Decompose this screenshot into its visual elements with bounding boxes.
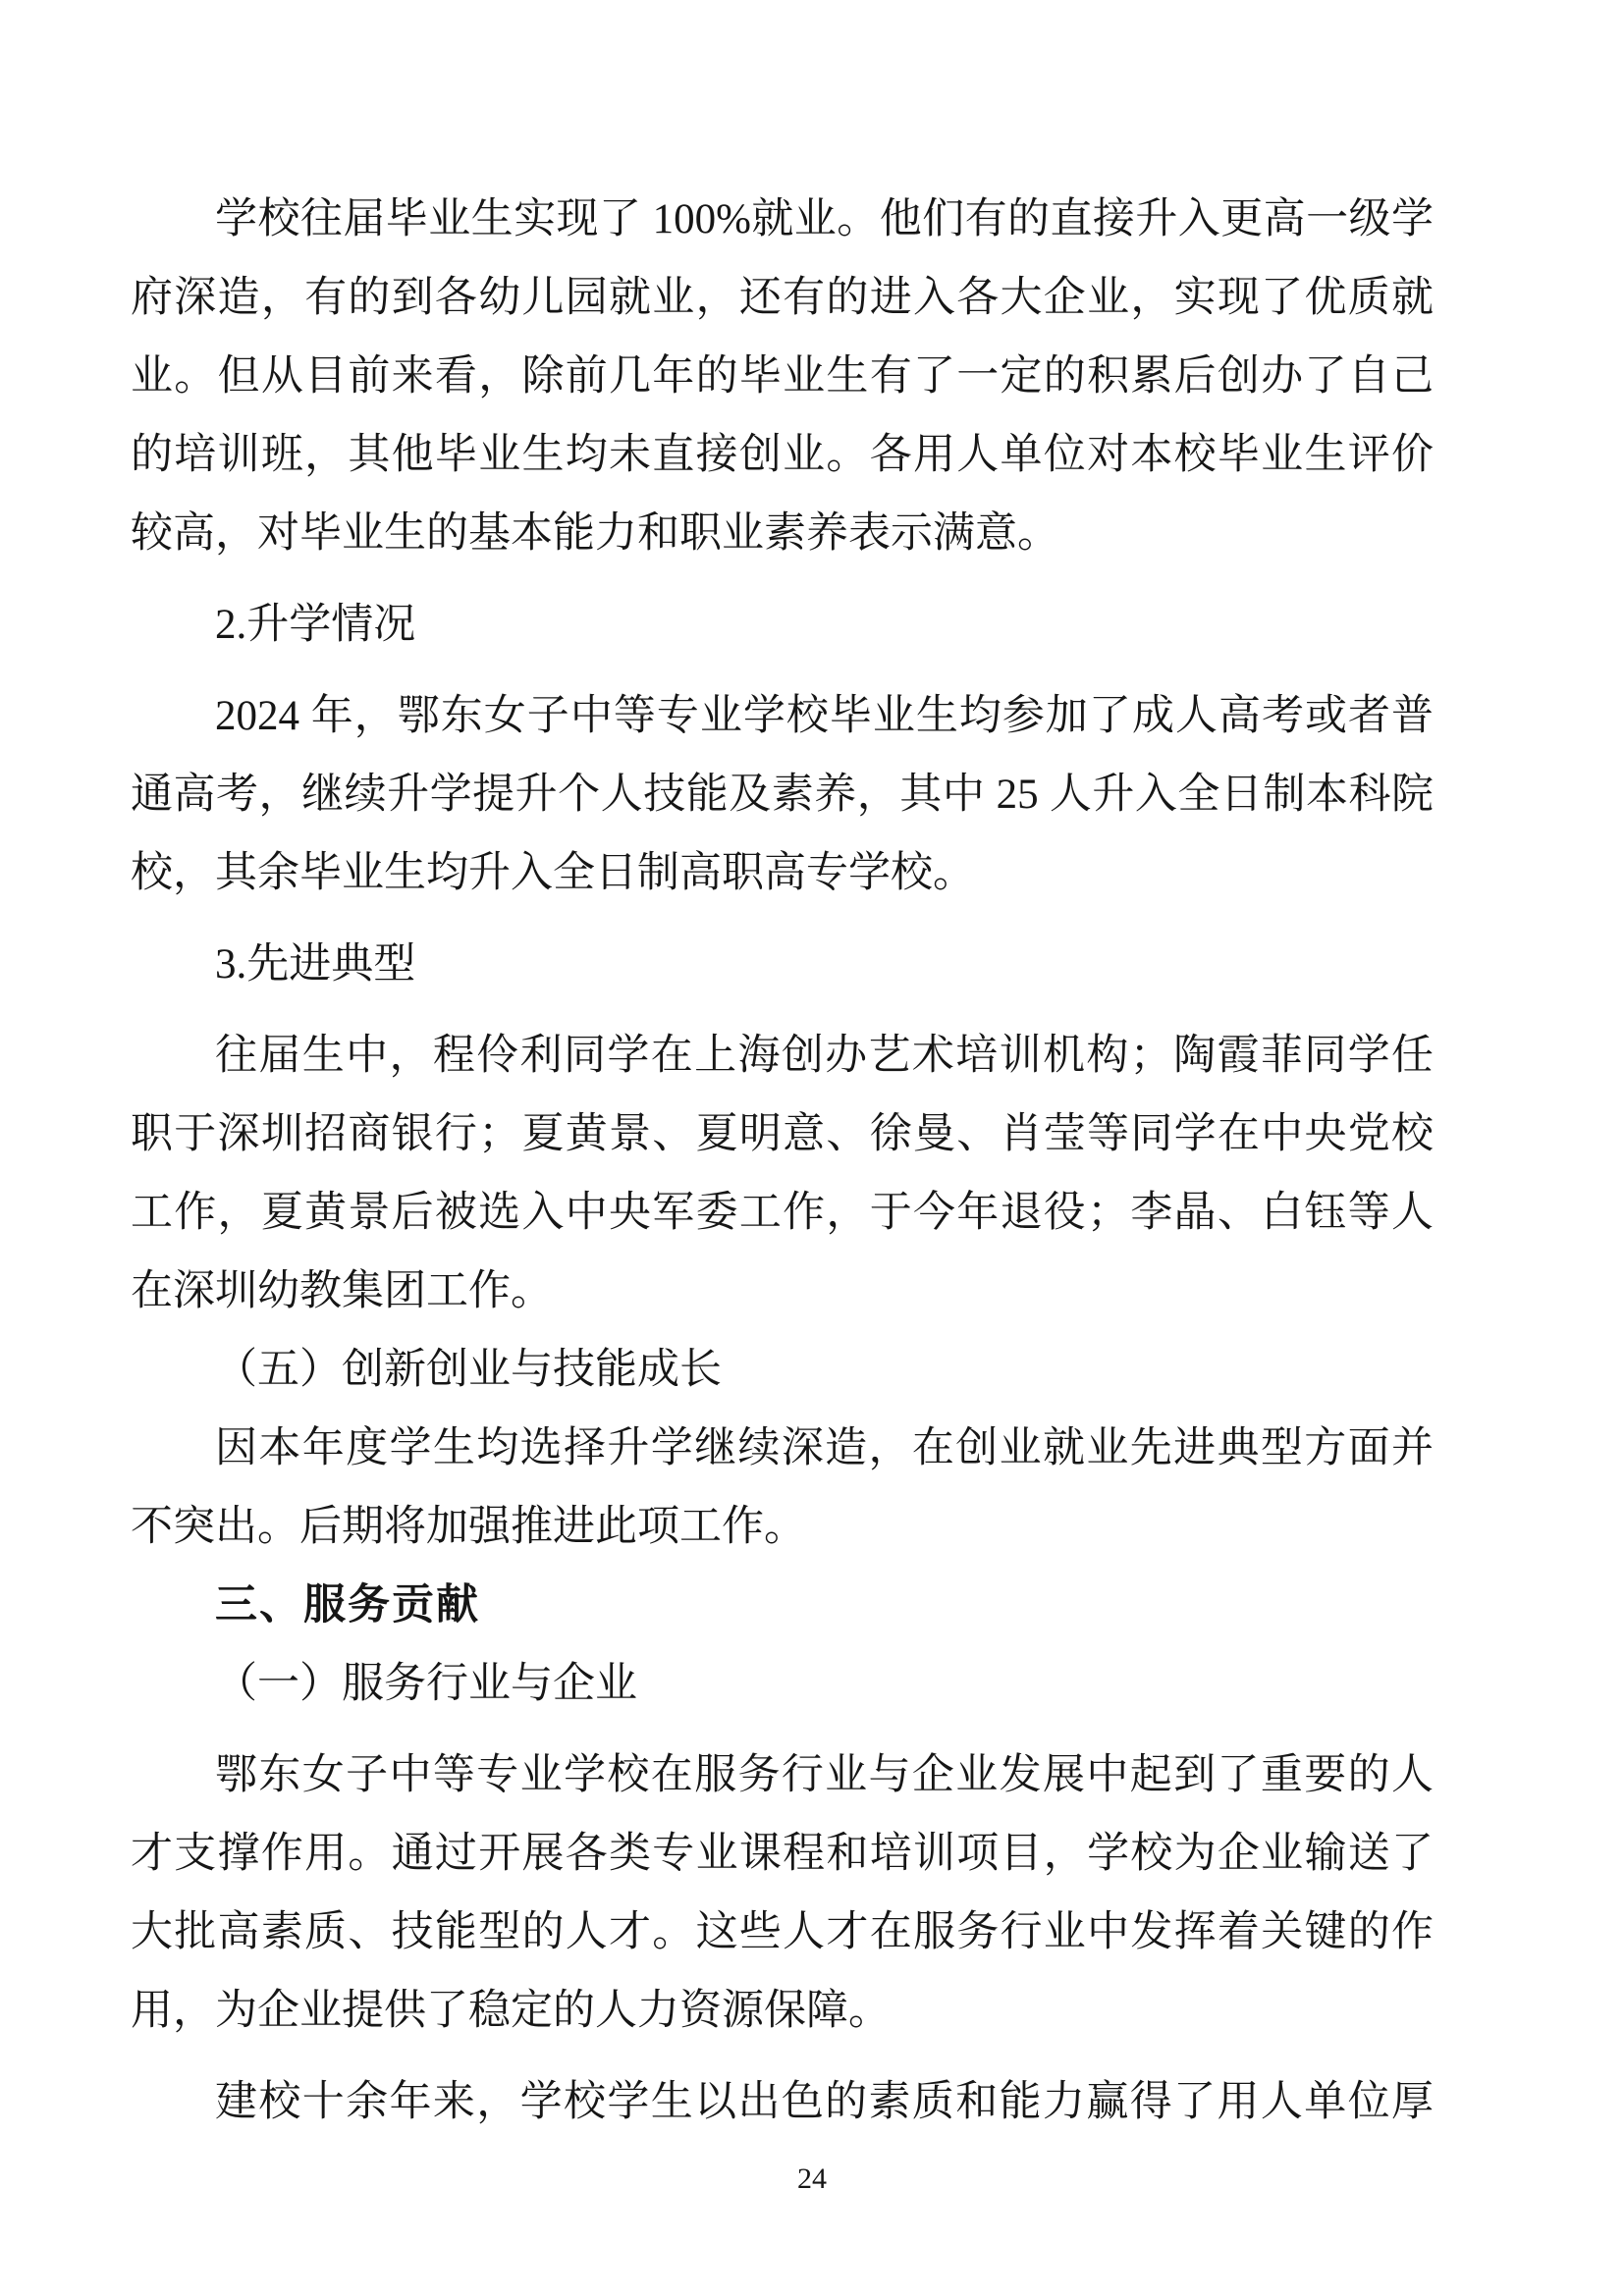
heading-further-study: 2.升学情况 — [215, 602, 416, 648]
paragraph-role-models — [131, 1017, 1434, 1331]
text-line: 职于深圳招商银行；夏黄景、夏明意、徐曼、肖莹等同学在中央党校 — [131, 1111, 1434, 1157]
text-line: 鄂东女子中等专业学校在服务行业与企业发展中起到了重要的人 — [215, 1752, 1434, 1798]
text-line: 府深造，有的到各幼儿园就业，还有的进入各大企业，实现了优质就 — [131, 275, 1434, 321]
text-line: 较高，对毕业生的基本能力和职业素养表示满意。 — [131, 510, 1059, 557]
text-line: 才支撑作用。通过开展各类专业课程和培训项目，学校为企业输送了 — [131, 1831, 1434, 1877]
text-line: 在深圳幼教集团工作。 — [131, 1268, 553, 1314]
page-body — [131, 181, 1434, 2142]
paragraph-service-industry — [131, 1736, 1434, 2051]
paragraph-further-study — [131, 677, 1434, 913]
heading-service-industry: （一）服务行业与企业 — [215, 1661, 637, 1707]
text-line: 业。但从目前来看，除前几年的毕业生有了一定的积累后创办了自己 — [131, 353, 1434, 400]
text-line: 因本年度学生均选择升学继续深造，在创业就业先进典型方面并 — [215, 1425, 1434, 1471]
page-number: 24 — [797, 2163, 827, 2195]
paragraph-employment — [131, 181, 1434, 573]
heading-role-models: 3.先进典型 — [215, 941, 416, 988]
text-line: 2024 年，鄂东女子中等专业学校毕业生均参加了成人高考或者普 — [215, 693, 1434, 739]
text-line: 建校十余年来，学校学生以出色的素质和能力赢得了用人单位厚 — [215, 2079, 1434, 2125]
heading-service-contribution: 三、服务贡献 — [215, 1582, 480, 1629]
paragraph-innovation — [131, 1410, 1434, 1567]
text-line: 不突出。后期将加强推进此项工作。 — [131, 1504, 806, 1550]
text-line: 校，其余毕业生均升入全日制高职高专学校。 — [131, 850, 975, 896]
text-line: 工作，夏黄景后被选入中央军委工作，于今年退役；李晶、白钰等人 — [131, 1190, 1434, 1236]
text-line: 通高考，继续升学提升个人技能及素养，其中 25 人升入全日制本科院 — [131, 772, 1434, 818]
heading-innovation: （五）创新创业与技能成长 — [215, 1347, 722, 1393]
text-line: 大批高素质、技能型的人才。这些人才在服务行业中发挥着关键的作 — [131, 1909, 1434, 1955]
text-line: 学校往届毕业生实现了 100%就业。他们有的直接升入更高一级学 — [215, 196, 1434, 242]
text-line: 用，为企业提供了稳定的人力资源保障。 — [131, 1988, 891, 2034]
text-line: 的培训班，其他毕业生均未直接创业。各用人单位对本校毕业生评价 — [131, 432, 1434, 478]
paragraph-school-history — [131, 2063, 1434, 2142]
text-line: 往届生中，程伶利同学在上海创办艺术培训机构；陶霞菲同学任 — [215, 1033, 1434, 1079]
